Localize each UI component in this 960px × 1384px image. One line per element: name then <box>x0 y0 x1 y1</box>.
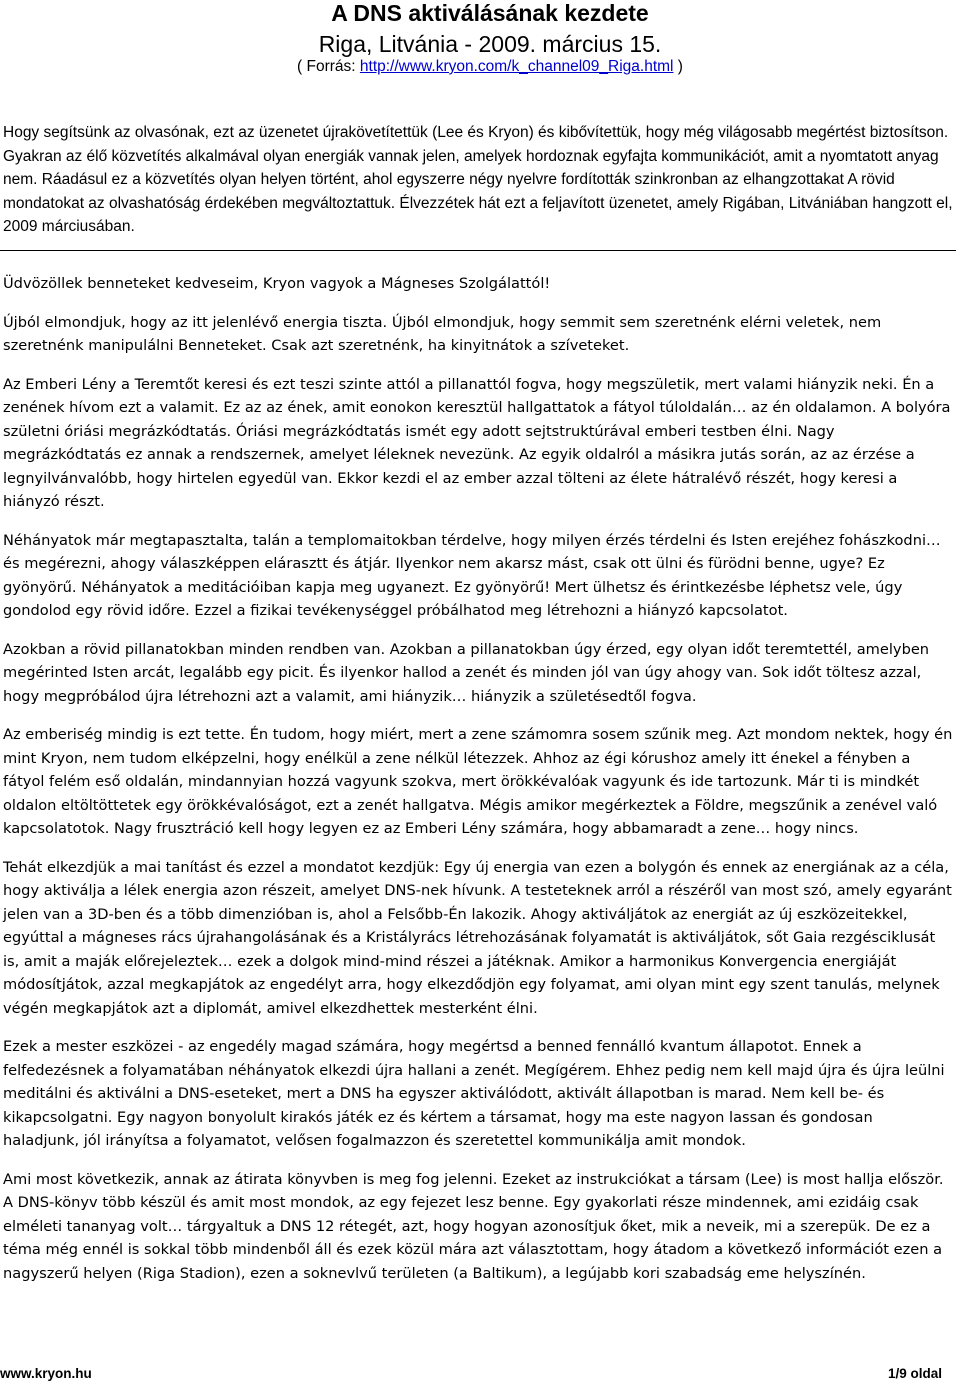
source-prefix: ( Forrás: <box>297 58 360 75</box>
body-text <box>3 272 953 1300</box>
document-title: A DNS aktiválásának kezdete <box>331 0 649 26</box>
source-suffix: ) <box>673 58 683 75</box>
paragraph: Az Emberi Lény a Teremtőt keresi és ezt teszi szinte attól a pillanattól fogva, hogy megszületik, mert valami hiányzik neki. Én a zenének hívom ezt a valamit. Ez az az ének, amit eonokon keresztül hallgattatok a fátyol túloldalán… az én oldalamon. A bolyóra születni óriási megrázkódtatás. Óriási megrázkódtatás ismét egy adott sejtstruktúrával emberi testben élni. Nagy megrázkódtatás ez annak a rendszernek, amelyet léleknek nevezünk. Az egyik oldalról a másikra jutás során, az az érzése a legnyilvánvalóbb, hogy hirtelen egyedül van. Ekkor kezdi el az ember azzal tölteni az élete hátralévő részét, hogy keresi a hiányzó részt. <box>3 375 951 510</box>
paragraph: Ezek a mester eszközei - az engedély magad számára, hogy megértsd a benned fennálló kvantum állapotot. Ennek a felfedezésnek a folyamatában néhányatok elkezdi újra hallani a zenét. Megígérem. Ehhez pedig nem kell majd újra és újra leülni meditálni és aktiválni a DNS-eseteket, mert a DNS ha egyszer aktiválódott, aktivált állapotban is marad. Nem kell be- és kikapcsolgatni. Egy nagyon bonyolult kirakós játék ez és kértem a társamat, hogy ma este nagyon lassan és gondosan haladjunk, jól irányítsa a folyamatot, velősen fogalmazzon és szeretettel kommunikálja amit mondok. <box>3 1038 945 1149</box>
paragraph: Újból elmondjuk, hogy az itt jelenlévő energia tiszta. Újból elmondjuk, hogy semmit sem szeretnénk elérni veletek, nem szeretnénk manipulálni Benneteket. Csak azt szeretnénk, ha kinyitnátok a szíveteket. <box>3 313 882 354</box>
document-subtitle: Riga, Litvánia - 2009. március 15. <box>318 31 662 57</box>
page-footer <box>0 1366 942 1384</box>
paragraph: Néhányatok már megtapasztalta, talán a templomaitokban térdelve, hogy milyen érzés térdelni és Isten erejéhez fohászkodni… és megérezni, ahogy válaszképpen elárasztt és átjár. Ilyenkor nem akarsz mást, csak ott ülni és fürödni benne, ugye? Ez gyönyörű. Néhányatok a meditációiban kapja meg ugyanezt. Ez gyönyörű! Mert ülhetsz és érintkezésbe léphetsz vele, úgy gondolod egy rövid időre. Ezzel a fizikai tevékenységgel próbálhatod meg létrehozni a hiányzó kapcsolatot. <box>3 531 941 619</box>
footer-site: www.kryon.hu <box>0 1366 92 1381</box>
source-line <box>0 58 960 76</box>
paragraph: Ami most következik, annak az átirata könyvben is meg fog jelenni. Ezeket az instrukciókat a társam (Lee) is most hallja először. A DNS-könyv több készül és amit most mondok, az egy fejezet lesz benne. Egy gyakorlati része mindennek, ami ezidáig csak elméleti tananyag volt… tárgyaltuk a DNS 12 rétegét, azt, hogy hogyan azonosítjuk őket, mik a neveik, mi a szerepük. De ez a téma még ennél is sokkal több mindenből áll és ezek közül mára azt választottam, hogy átadom a következő információt ezen a nagyszerű helyen (Riga Stadion), ezen a soknevlvű területen (a Baltikum), a legújabb kori szabadság eme helyszínén. <box>3 1170 944 1282</box>
section-divider <box>0 250 956 251</box>
paragraph-greeting: Üdvözöllek benneteket kedveseim, Kryon vagyok a Mágneses Szolgálattól! <box>3 275 551 292</box>
source-link[interactable]: http://www.kryon.com/k_channel09_Riga.html <box>359 58 674 75</box>
intro-paragraph: Hogy segítsünk az olvasónak, ezt az üzenetet újrakövetítettük (Lee és Kryon) és kibővítettük, hogy még világosabb megértést biztosítson. Gyakran az élő közvetítés alkalmával olyan energiák vannak jelen, amelyek hordoznak egyfajta kommunikációt, amit a nyomtatott anyag nem. Ráadásul ez a közvetítés olyan helyen történt, ahol egyszerre négy nyelvre fordították szinkronban az elhangzottakat A rövid mondatokat az olvashatóság érdekében megváltoztattuk. Élvezzétek hát ezt a feljavított üzenetet, amely Rigában, Litvániában hangzott el, 2009 márciusában. <box>3 124 953 235</box>
paragraph: Tehát elkezdjük a mai tanítást és ezzel a mondatot kezdjük: Egy új energia van ezen a bolygón és ennek az energiának az a céla, hogy aktiválja a lélek energia azon részeit, amelyet DNS-nek hívunk. A testeteknek arról a részéről van most szó, amely egyaránt jelen van a 3D-ben és a több dimenzióban is, ahol a Felsőbb-Én lakozik. Ahogy aktiváljátok az energiát az új eszközeitekkel, egyúttal a mágneses rács újrahangolásának és a Kristályrács létrehozásának folyamatát is aktiváljátok, sőt Gaia rezgésciklusát is, amit a maják előrejeleztek… ezek a dolgok mind-mind részei a játéknak. Amikor a harmonikus Konvergencia energiáját módosítjátok, azzal megkapjátok az engedélyt arra, hogy elkezdődjön egy folyamat, ami olyan mint egy szent tanulás, melynek végén megkapjátok azt a diplomát, amivel elkezdhettek mesterként élni. <box>3 858 952 1017</box>
footer-page-number: 1/9 oldal <box>887 1366 942 1381</box>
paragraph: Az emberiség mindig is ezt tette. Én tudom, hogy miért, mert a zene számomra sosem szűnik meg. Azt mondom nektek, hogy én mint Kryon, nem tudom elképzelni, hogy enélkül a zene nélkül létezzek. Ahhoz az égi kórushoz amely itt énekel a fényben a fátyol felém eső oldalán, mindannyian hozzá vagyunk szokva, mert örökkévalóak vagyunk és ide tartozunk. Már ti is mindkét oldalon eltöltöttetek egy örökkévalóságot, ezt a zenét hallgatva. Mégis amikor megérkeztek a Földre, megszűnik a zenével való kapcsolatotok. Nagy frusztráció kell hogy legyen ez az Emberi Lény számára, hogy abbamaradt a zene… hogy nincs. <box>3 726 953 837</box>
paragraph: Azokban a rövid pillanatokban minden rendben van. Azokban a pillanatokban úgy érzed, egy olyan időt teremtettél, amelyben megérinted Isten arcát, legalább egy picit. És ilyenkor hallod a zenét és minden jól van úgy ahogy van. Sok időt töltesz azzal, hogy megpróbálod újra létrehozni azt a valamit, ami hiányzik… hiányzik a születésedtől fogva. <box>3 640 930 705</box>
